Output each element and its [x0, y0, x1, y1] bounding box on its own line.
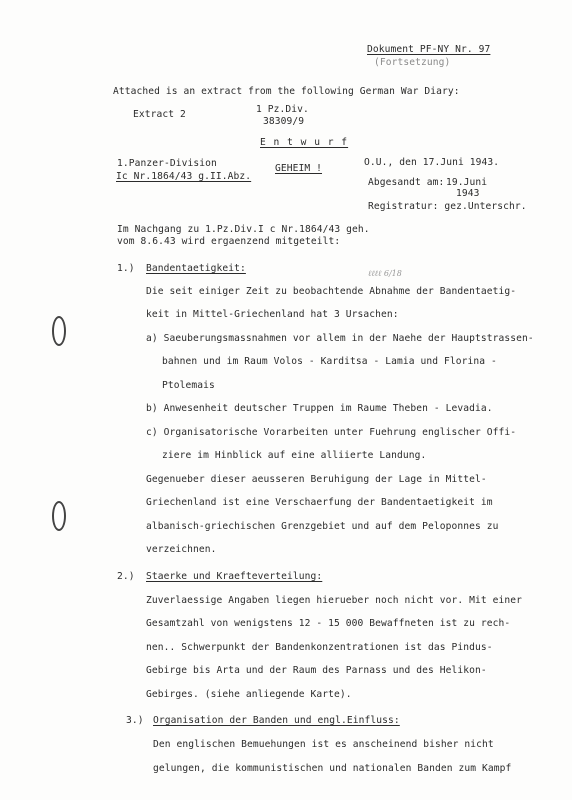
attached-line: Attached is an extract from the following German War Diary: [113, 86, 460, 97]
section-3-title: Organisation der Banden und engl.Einfluss: [153, 715, 400, 726]
section-1-line: Ptolemais [162, 380, 215, 391]
section-2-title: Staerke und Kraefteverteilung: [146, 571, 323, 582]
section-1-title: Bandentaetigkeit: [146, 263, 246, 274]
section-1-line: keit in Mittel-Griechenland hat 3 Ursachen: [146, 309, 399, 320]
sent-label: Abgesandt am: [368, 177, 445, 188]
section-3-number: 3.) [126, 715, 144, 726]
punch-hole [52, 501, 66, 531]
section-1-line: b) Anwesenheit deutscher Truppen im Raume Theben - Levadia. [146, 403, 493, 414]
place-date: O.U., den 17.Juni 1943. [364, 157, 500, 168]
continuation-note: (Fortsetzung) [374, 57, 451, 68]
section-3-line: Den englischen Bemuehungen ist es anscheinend bisher nicht [153, 739, 494, 750]
section-1-line: ziere im Hinblick auf eine alliierte Landung. [162, 450, 427, 461]
file-number: 38309/9 [263, 116, 305, 127]
section-2-line: Gebirge bis Arta und der Raum des Parnass und des Helikon- [146, 665, 487, 676]
sent-date: 19.Juni [446, 177, 488, 188]
section-2-line: nen.. Schwerpunkt der Bandenkonzentrationen ist das Pindus- [146, 642, 493, 653]
section-1-line: bahnen und im Raum Volos - Karditsa - Lamia und Florina - [162, 356, 497, 367]
margin-annotation: ℓℓℓℓ 6/18 [368, 269, 402, 278]
section-1-number: 1.) [117, 263, 135, 274]
sent-year: 1943 [456, 188, 480, 199]
section-3-line: gelungen, die kommunistischen und nationalen Banden zum Kampf [153, 763, 512, 774]
intro-line-2: vom 8.6.43 wird ergaenzend mitgeteilt: [117, 236, 341, 247]
document-number: Dokument PF-NY Nr. 97 [367, 44, 491, 55]
section-1-line: a) Saeuberungsmassnahmen vor allem in der Naehe der Hauptstrassen- [146, 333, 534, 344]
intro-line-1: Im Nachgang zu 1.Pz.Div.I c Nr.1864/43 geh. [117, 224, 370, 235]
section-2-number: 2.) [117, 571, 135, 582]
section-1-line: Gegenueber dieser aeusseren Beruhigung der Lage in Mittel- [146, 474, 487, 485]
punch-hole [52, 316, 66, 346]
reference-number: Ic Nr.1864/43 g.II.Abz. [116, 171, 252, 182]
division-name: 1.Panzer-Division [117, 158, 217, 169]
registry-line: Registratur: gez.Unterschr. [368, 201, 527, 212]
secret-stamp: GEHEIM ! [275, 163, 323, 174]
section-1-line: Griechenland ist eine Verschaerfung der Bandentaetigkeit im [146, 497, 493, 508]
section-1-line: verzeichnen. [146, 544, 217, 555]
unit-short: 1 Pz.Div. [256, 104, 309, 115]
extract-label: Extract 2 [133, 109, 186, 120]
section-2-line: Zuverlaessige Angaben liegen hierueber noch nicht vor. Mit einer [146, 595, 523, 606]
section-2-line: Gesamtzahl von wenigstens 12 - 15 000 Bewaffneten ist zu rech- [146, 618, 511, 629]
section-1-line: c) Organisatorische Vorarbeiten unter Fuehrung englischer Offi- [146, 427, 517, 438]
section-2-line: Gebirges. (siehe anliegende Karte). [146, 689, 352, 700]
section-1-line: Die seit einiger Zeit zu beobachtende Abnahme der Bandentaetig- [146, 286, 517, 297]
draft-heading: E n t w u r f [260, 137, 349, 148]
section-1-line: albanisch-griechischen Grenzgebiet und auf dem Peloponnes zu [146, 521, 499, 532]
